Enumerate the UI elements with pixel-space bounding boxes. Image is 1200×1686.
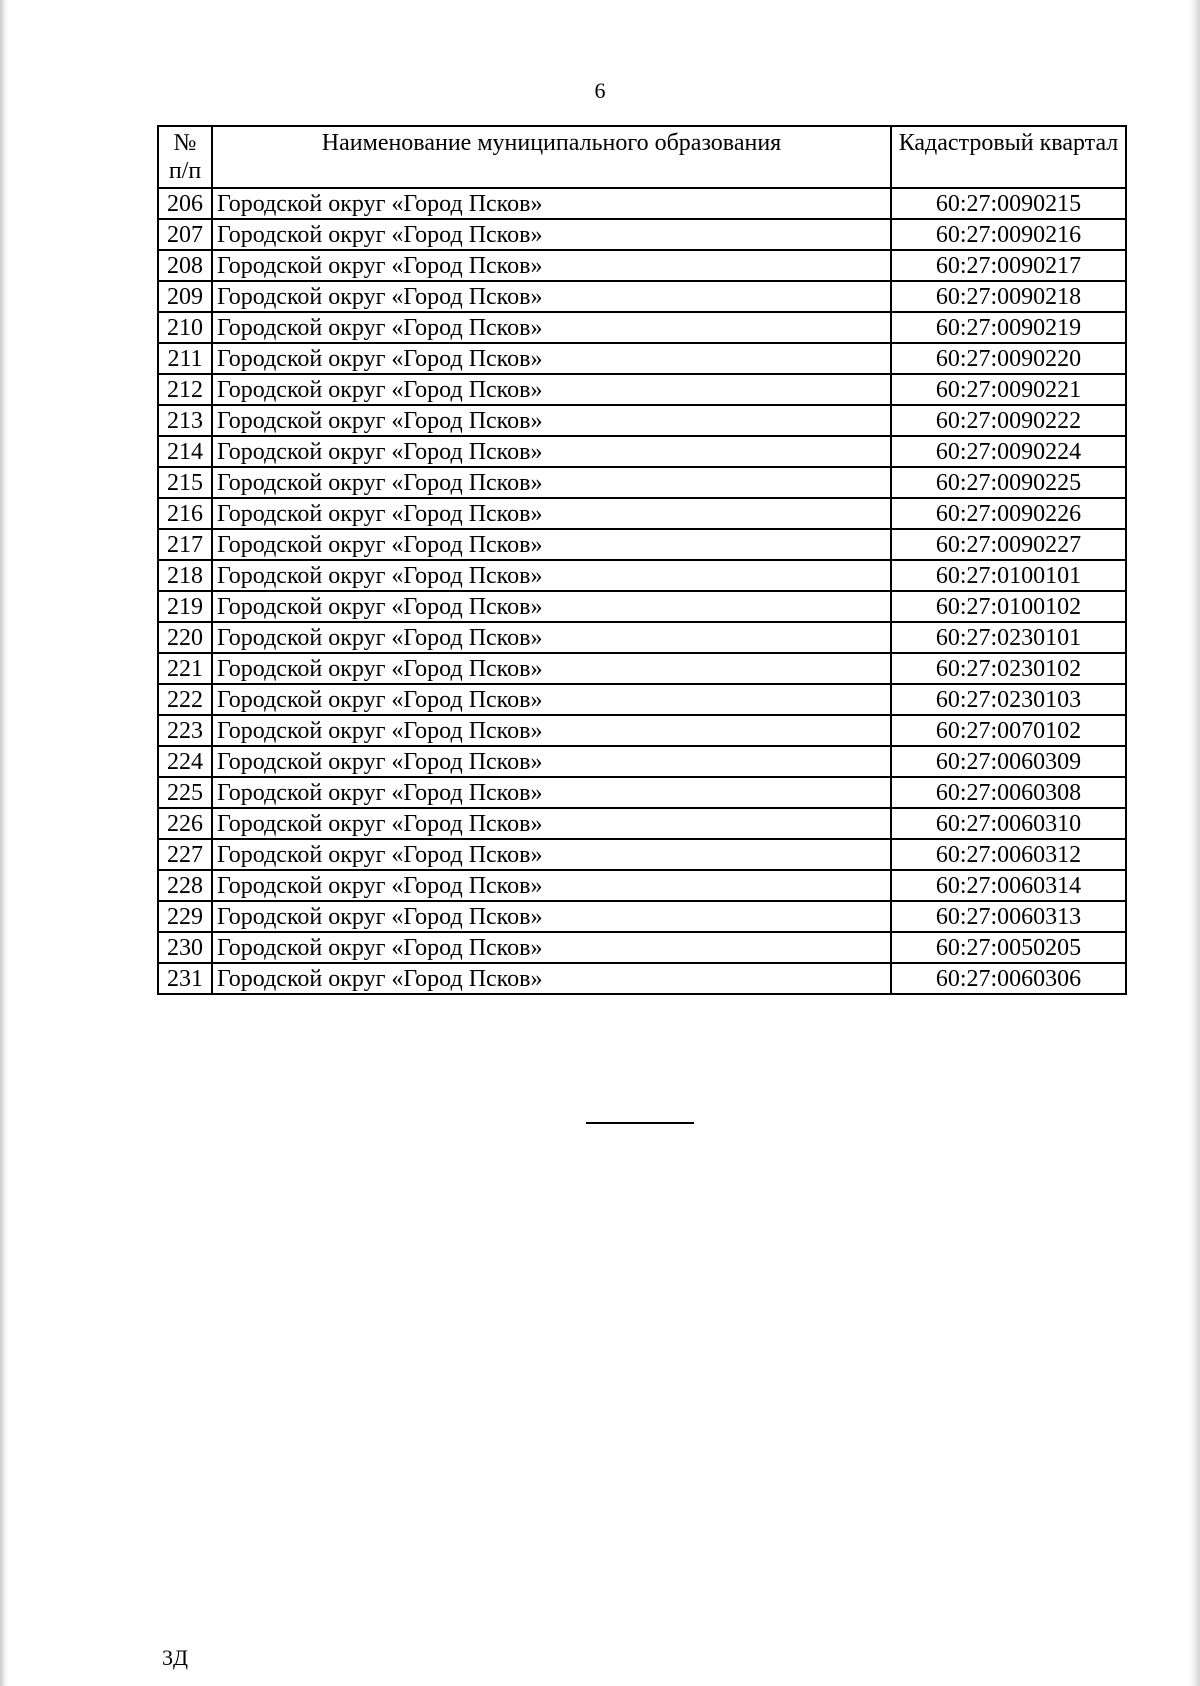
row-municipality: Городской округ «Город Псков» xyxy=(212,219,891,250)
row-number: 231 xyxy=(158,963,212,994)
row-number: 207 xyxy=(158,219,212,250)
table-body xyxy=(158,188,1126,994)
table-row xyxy=(158,684,1126,715)
row-cadastral-quarter: 60:27:0060308 xyxy=(891,777,1126,808)
scan-edge-right xyxy=(1188,0,1200,1686)
table-row xyxy=(158,281,1126,312)
row-cadastral-quarter: 60:27:0090217 xyxy=(891,250,1126,281)
row-number: 227 xyxy=(158,839,212,870)
row-number: 216 xyxy=(158,498,212,529)
table-row xyxy=(158,591,1126,622)
row-municipality: Городской округ «Город Псков» xyxy=(212,560,891,591)
table-row xyxy=(158,777,1126,808)
header-municipality: Наименование муниципального образования xyxy=(212,126,891,188)
table-row xyxy=(158,653,1126,684)
table-row xyxy=(158,622,1126,653)
row-number: 215 xyxy=(158,467,212,498)
row-cadastral-quarter: 60:27:0070102 xyxy=(891,715,1126,746)
row-cadastral-quarter: 60:27:0100101 xyxy=(891,560,1126,591)
row-cadastral-quarter: 60:27:0090216 xyxy=(891,219,1126,250)
row-number: 209 xyxy=(158,281,212,312)
row-cadastral-quarter: 60:27:0050205 xyxy=(891,932,1126,963)
row-cadastral-quarter: 60:27:0090222 xyxy=(891,405,1126,436)
header-number xyxy=(158,126,212,188)
row-cadastral-quarter: 60:27:0060309 xyxy=(891,746,1126,777)
row-municipality: Городской округ «Город Псков» xyxy=(212,467,891,498)
row-number: 221 xyxy=(158,653,212,684)
row-municipality: Городской округ «Город Псков» xyxy=(212,870,891,901)
footer-code: 3Д xyxy=(162,1645,189,1670)
table-row xyxy=(158,374,1126,405)
row-municipality: Городской округ «Город Псков» xyxy=(212,901,891,932)
table-row xyxy=(158,746,1126,777)
table-row xyxy=(158,436,1126,467)
table-row xyxy=(158,312,1126,343)
row-municipality: Городской округ «Город Псков» xyxy=(212,684,891,715)
header-cadastral-quarter: Кадастровый квартал xyxy=(891,126,1126,188)
row-cadastral-quarter: 60:27:0230102 xyxy=(891,653,1126,684)
row-municipality: Городской округ «Город Псков» xyxy=(212,250,891,281)
row-number: 219 xyxy=(158,591,212,622)
table-row xyxy=(158,467,1126,498)
row-number: 222 xyxy=(158,684,212,715)
row-cadastral-quarter: 60:27:0090221 xyxy=(891,374,1126,405)
page-number: 6 xyxy=(594,78,606,103)
row-municipality: Городской округ «Город Псков» xyxy=(212,281,891,312)
row-number: 211 xyxy=(158,343,212,374)
table-row xyxy=(158,715,1126,746)
row-municipality: Городской округ «Город Псков» xyxy=(212,808,891,839)
row-number: 230 xyxy=(158,932,212,963)
row-number: 218 xyxy=(158,560,212,591)
row-municipality: Городской округ «Город Псков» xyxy=(212,436,891,467)
table-row xyxy=(158,219,1126,250)
row-cadastral-quarter: 60:27:0060314 xyxy=(891,870,1126,901)
table-row xyxy=(158,963,1126,994)
table-row xyxy=(158,188,1126,219)
row-municipality: Городской округ «Город Псков» xyxy=(212,529,891,560)
row-cadastral-quarter: 60:27:0230103 xyxy=(891,684,1126,715)
row-municipality: Городской округ «Город Псков» xyxy=(212,591,891,622)
table-row xyxy=(158,932,1126,963)
row-cadastral-quarter: 60:27:0060313 xyxy=(891,901,1126,932)
table-row xyxy=(158,343,1126,374)
row-municipality: Городской округ «Город Псков» xyxy=(212,312,891,343)
row-municipality: Городской округ «Город Псков» xyxy=(212,374,891,405)
row-cadastral-quarter: 60:27:0060306 xyxy=(891,963,1126,994)
row-number: 214 xyxy=(158,436,212,467)
row-cadastral-quarter: 60:27:0100102 xyxy=(891,591,1126,622)
row-municipality: Городской округ «Город Псков» xyxy=(212,343,891,374)
row-cadastral-quarter: 60:27:0090224 xyxy=(891,436,1126,467)
row-municipality: Городской округ «Город Псков» xyxy=(212,839,891,870)
table-row xyxy=(158,250,1126,281)
row-municipality: Городской округ «Город Псков» xyxy=(212,653,891,684)
table-row xyxy=(158,901,1126,932)
table-header-row xyxy=(158,126,1126,188)
row-municipality: Городской округ «Город Псков» xyxy=(212,188,891,219)
header-number-sign: № xyxy=(173,130,197,156)
row-municipality: Городской округ «Город Псков» xyxy=(212,777,891,808)
row-cadastral-quarter: 60:27:0090226 xyxy=(891,498,1126,529)
row-cadastral-quarter: 60:27:0090215 xyxy=(891,188,1126,219)
row-number: 224 xyxy=(158,746,212,777)
table-row xyxy=(158,498,1126,529)
row-cadastral-quarter: 60:27:0090225 xyxy=(891,467,1126,498)
table-row xyxy=(158,529,1126,560)
row-cadastral-quarter: 60:27:0230101 xyxy=(891,622,1126,653)
row-municipality: Городской округ «Город Псков» xyxy=(212,498,891,529)
cadastral-table xyxy=(157,125,1127,995)
row-number: 213 xyxy=(158,405,212,436)
row-cadastral-quarter: 60:27:0060310 xyxy=(891,808,1126,839)
table-row xyxy=(158,839,1126,870)
row-number: 228 xyxy=(158,870,212,901)
row-municipality: Городской округ «Город Псков» xyxy=(212,622,891,653)
row-number: 226 xyxy=(158,808,212,839)
row-municipality: Городской округ «Город Псков» xyxy=(212,746,891,777)
row-municipality: Городской округ «Город Псков» xyxy=(212,932,891,963)
end-of-table-rule xyxy=(586,1122,694,1124)
row-number: 210 xyxy=(158,312,212,343)
row-number: 212 xyxy=(158,374,212,405)
row-cadastral-quarter: 60:27:0090227 xyxy=(891,529,1126,560)
row-municipality: Городской округ «Город Псков» xyxy=(212,715,891,746)
row-number: 229 xyxy=(158,901,212,932)
row-number: 208 xyxy=(158,250,212,281)
table-row xyxy=(158,870,1126,901)
row-number: 225 xyxy=(158,777,212,808)
row-municipality: Городской округ «Город Псков» xyxy=(212,405,891,436)
scan-edge-left xyxy=(0,0,8,1686)
header-number-abbrev: п/п xyxy=(168,158,202,184)
row-cadastral-quarter: 60:27:0060312 xyxy=(891,839,1126,870)
row-cadastral-quarter: 60:27:0090219 xyxy=(891,312,1126,343)
row-cadastral-quarter: 60:27:0090220 xyxy=(891,343,1126,374)
table-row xyxy=(158,808,1126,839)
row-number: 206 xyxy=(158,188,212,219)
row-municipality: Городской округ «Город Псков» xyxy=(212,963,891,994)
row-number: 220 xyxy=(158,622,212,653)
row-number: 223 xyxy=(158,715,212,746)
table-row xyxy=(158,560,1126,591)
row-number: 217 xyxy=(158,529,212,560)
row-cadastral-quarter: 60:27:0090218 xyxy=(891,281,1126,312)
table-row xyxy=(158,405,1126,436)
